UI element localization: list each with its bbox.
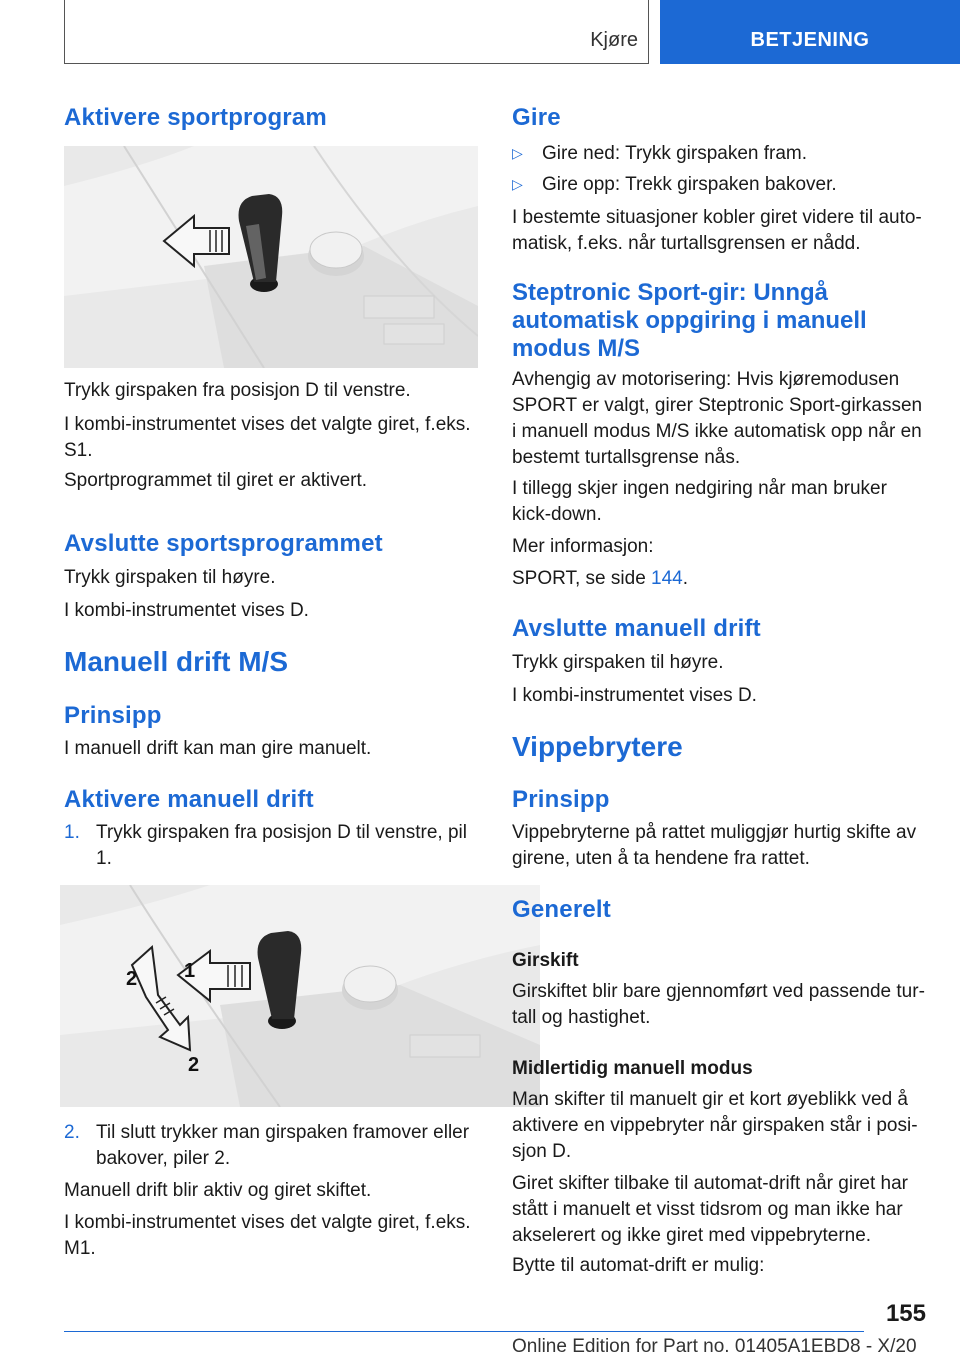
heading-girskift: Girskift [512, 950, 579, 971]
bullet-text: Gire ned: Trykk girspaken fram. [542, 143, 808, 164]
heading-gire: Gire [512, 104, 561, 131]
heading-vippebrytere: Vippebrytere [512, 731, 683, 762]
reference-text: SPORT, se side [512, 568, 652, 589]
paragraph-sport-2: I kombi-instrumentet vises det valgte giret, f.eks. S1. [64, 414, 471, 461]
reference-suffix: . [682, 568, 689, 589]
gear-selector-illustration [64, 146, 478, 368]
paragraph-avslutt-manuell-1: Trykk girspaken til høyre. [512, 652, 724, 673]
triangle-bullet-icon: ▷ [512, 145, 523, 161]
heading-aktivere-manuell-drift: Aktivere manuell drift [64, 786, 314, 813]
figure-label-2a: 2 [126, 968, 138, 990]
list-item [512, 141, 926, 167]
triangle-bullet-icon: ▷ [512, 176, 523, 192]
page-reference-link[interactable]: 144 [651, 568, 683, 589]
list-item [512, 172, 926, 198]
header-chapter-box [64, 0, 649, 64]
paragraph-prinsipp: I manuell drift kan man gire manuelt. [64, 738, 372, 759]
paragraph-gire: I bestemte situasjoner kobler giret videre til auto-matisk, f.eks. når turtallsgrensen er nådd. [512, 207, 922, 254]
figure-label-1: 1 [184, 960, 196, 982]
figure-label-2b: 2 [188, 1054, 200, 1076]
step-number: 2. [64, 1122, 80, 1143]
heading-manuell-drift: Manuell drift M/S [64, 646, 288, 677]
paragraph-avslutt-1: Trykk girspaken til høyre. [64, 567, 276, 588]
paragraph-manual-display: I kombi-instrumentet vises det valgte giret, f.eks. M1. [64, 1212, 471, 1259]
paragraph-sport-reference [512, 566, 926, 592]
paragraph-midlertidig-3: Bytte til automat-drift er mulig: [512, 1255, 765, 1276]
paragraph-steptronic-3: Mer informasjon: [512, 536, 654, 557]
figure-gear-selector-left [64, 146, 478, 368]
paragraph-steptronic-2: I tillegg skjer ingen nedgiring når man bruker kick-down. [512, 478, 887, 525]
footer-divider [64, 1331, 864, 1332]
heading-steptronic: Steptronic Sport-gir: Unngå automatisk oppgiring i manuell modus M/S [512, 279, 867, 362]
step-item [64, 820, 478, 874]
paragraph-vippe: Vippebryterne på rattet muliggjør hurtig skifte av girene, uten å ta hendene fra rattet. [512, 822, 917, 869]
bullet-text: Gire opp: Trekk girspaken bakover. [542, 174, 837, 195]
header-chapter: Kjøre [590, 29, 638, 51]
step-number: 1. [64, 822, 80, 843]
header-section-tab[interactable] [660, 0, 960, 64]
paragraph-avslutt-2: I kombi-instrumentet vises D. [64, 600, 309, 621]
paragraph-manual-active: Manuell drift blir aktiv og giret skiftet. [64, 1180, 372, 1201]
step-text: Trykk girspaken fra posisjon D til venstre, pil 1. [96, 822, 467, 869]
heading-prinsipp-vippe: Prinsipp [512, 786, 610, 813]
paragraph-girskift: Girskiftet blir bare gjennomført ved passende tur-tall og hastighet. [512, 981, 925, 1028]
paragraph-steptronic-1: Avhengig av motorisering: Hvis kjøremodusen SPORT er valgt, girer Steptronic Sport-girkassen i manuell modus M/S ikke automatisk opp når en bestemt turtallsgrense nås. [512, 369, 923, 468]
paragraph-midlertidig-2: Giret skifter tilbake til automat-drift når giret har stått i manuelt et visst tidsrom og man ikke har akselerert og ikke giret med vippebryterne. [512, 1173, 908, 1246]
header-section-label: BETJENING [750, 29, 870, 51]
heading-midlertidig: Midlertidig manuell modus [512, 1058, 753, 1079]
paragraph-sport-1: Trykk girspaken fra posisjon D til venstre. [64, 380, 411, 401]
heading-prinsipp: Prinsipp [64, 702, 162, 729]
step-text: Til slutt trykker man girspaken framover eller bakover, piler 2. [96, 1122, 470, 1169]
footer-edition: Online Edition for Part no. 01405A1EBD8 - X/20 [512, 1336, 917, 1357]
heading-generelt: Generelt [512, 896, 611, 923]
paragraph-avslutt-manuell-2: I kombi-instrumentet vises D. [512, 685, 757, 706]
page-number: 155 [885, 1300, 926, 1327]
paragraph-sport-3: Sportprogrammet til giret er aktivert. [64, 470, 368, 491]
figure-gear-selector-manual [60, 885, 540, 1107]
step-item [64, 1120, 478, 1174]
heading-aktivere-sportprogram: Aktivere sportprogram [64, 104, 327, 131]
paragraph-midlertidig-1: Man skifter til manuelt gir et kort øyeblikk ved å aktivere en vippebryter når girspaken står i posi-sjon D. [512, 1089, 918, 1162]
heading-avslutte-sportsprogrammet: Avslutte sportsprogrammet [64, 530, 383, 557]
gear-selector-manual-illustration [60, 885, 540, 1107]
heading-avslutte-manuell-drift: Avslutte manuell drift [512, 615, 761, 642]
